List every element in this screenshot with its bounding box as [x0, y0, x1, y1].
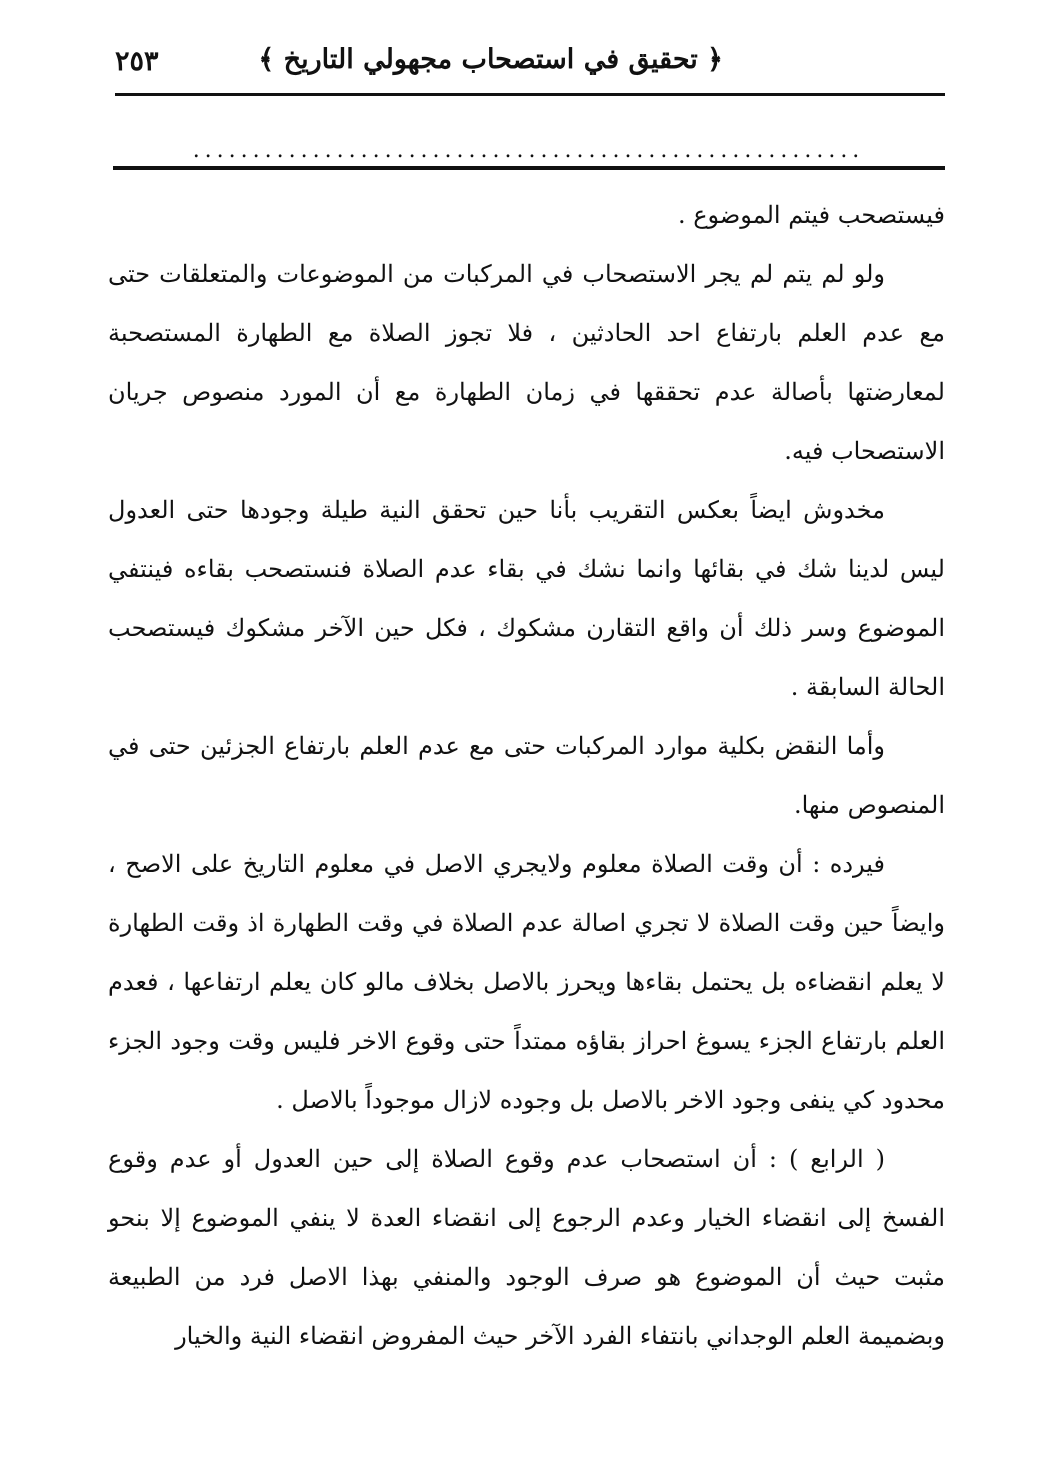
running-title: ﴿ تحقيق في استصحاب مجهولي التاريخ ﴾	[258, 44, 723, 75]
paragraph: مخدوش ايضاً بعكس التقريب بأنا حين تحقق النية طيلة وجودها حتى العدول ليس لدينا شك في بقائها وانما نشك في بقاء عدم الصلاة فنستصحب بقاءه فينتفي الموضوع وسر ذلك أن واقع التقارن مشكوك ، فكل حين الآخر مشكوك فيستصحب الحالة السابقة .	[108, 496, 945, 701]
body-text	[108, 186, 945, 1366]
paragraph: وأما النقض بكلية موارد المركبات حتى مع عدم العلم بارتفاع الجزئين حتى في المنصوص منها.	[108, 732, 945, 819]
page-header	[113, 38, 945, 88]
header-rule	[115, 93, 945, 96]
page-number: ٢٥٣	[115, 46, 159, 77]
paragraph: ( الرابع ) : أن استصحاب عدم وقوع الصلاة إلى حين العدول أو عدم وقوع الفسخ إلى انقضاء الخيار وعدم الرجوع إلى انقضاء العدة لا ينفي الموضوع إلا بنحو مثبت حيث أن الموضوع هو صرف الوجود والمنفي بهذا الاصل فرد من الطبيعة وبضميمة العلم الوجداني بانتفاء الفرد الآخر حيث المفروض انقضاء النية والخيار	[108, 1145, 945, 1350]
paragraph: فيرده : أن وقت الصلاة معلوم ولايجري الاصل في معلوم التاريخ على الاصح ، وايضاً حين وقت الصلاة لا تجري اصالة عدم الصلاة في وقت الطهارة اذ وقت الطهارة لا يعلم انقضاءه بل يحتمل بقاءها ويحرز بالاصل بخلاف مالو كان يعلم ارتفاعها ، فعدم العلم بارتفاع الجزء يسوغ احراز بقاؤه ممتداً حتى وقوع الاخر فليس وقت وجود الجزء محدود كي ينفى وجود الاخر بالاصل بل وجوده لازال موجوداً بالاصل .	[108, 850, 945, 1114]
paragraph-continuation: فيستصحب فيتم الموضوع .	[677, 201, 945, 229]
dotted-separator: ........................................................	[192, 138, 865, 163]
paragraph: ولو لم يتم لم يجر الاستصحاب في المركبات من الموضوعات والمتعلقات حتى مع عدم العلم بارتفاع احد الحادثين ، فلا تجوز الصلاة مع الطهارة المستصحبة لمعارضتها بأصالة عدم تحققها في زمان الطهارة مع أن المورد منصوص جريان الاستصحاب فيه.	[108, 260, 945, 465]
separator-rule	[113, 166, 945, 170]
